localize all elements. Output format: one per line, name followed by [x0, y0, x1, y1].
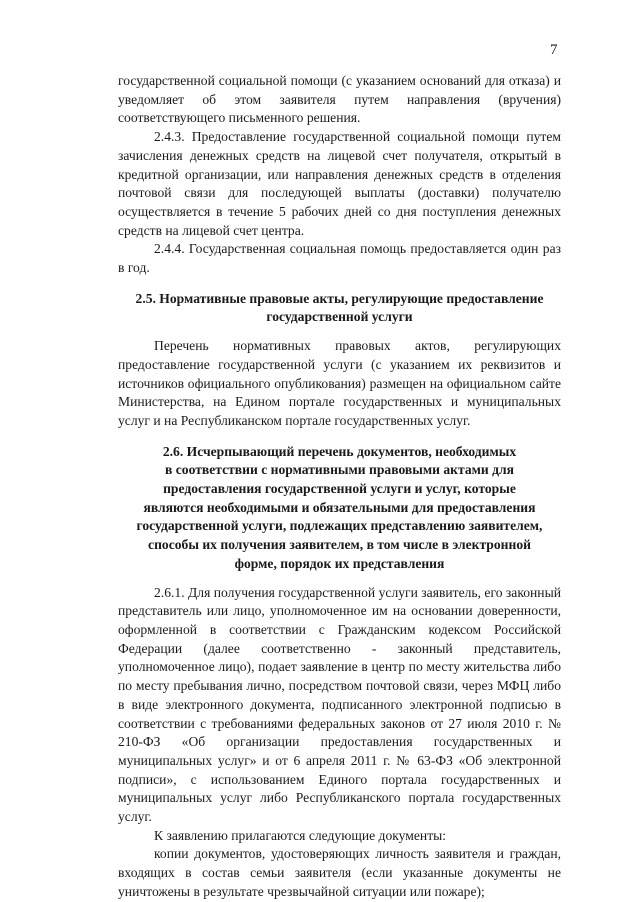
heading-2-5-line: 2.5. Нормативные правовые акты, регулирующие предоставление: [135, 290, 544, 306]
paragraph-identity-copies: копии документов, удостоверяющих личность заявителя и граждан, входящих в состав семьи заявителя (если указанные документы не уничтожены в результате чрезвычайной ситуации или пожаре);: [118, 846, 561, 899]
heading-2-5-line: государственной услуги: [266, 309, 413, 325]
heading-2-6-line: способы их получения заявителем, в том числе в электронной: [148, 537, 531, 553]
heading-2-6: [118, 443, 561, 574]
heading-2-6-line: государственной услуги, подлежащих представлению заявителем,: [136, 518, 543, 534]
paragraph-2-4-4: 2.4.4. Государственная социальная помощь предоставляется один раз в год.: [118, 241, 561, 276]
paragraph-2-4-3: 2.4.3. Предоставление государственной социальной помощи путем зачисления денежных средств на лицевой счет получателя, открытый в кредитной организации, или направления денежных средств в отделения почтовой связи для последующей выплаты (доставки) получателю осуществляется в течение 5 рабочих дней со дня поступления денежных средств на лицевой счет центра.: [118, 129, 561, 238]
heading-2-6-line: форме, порядок их представления: [234, 555, 445, 571]
document-body: [118, 72, 561, 902]
heading-2-6-line: предоставления государственной услуги и услуг, которые: [163, 481, 516, 497]
heading-2-6-line: 2.6. Исчерпывающий перечень документов, необходимых: [162, 443, 517, 459]
page-number: 7: [550, 42, 558, 58]
heading-2-6-line: в соответствии с нормативными правовыми актами для: [165, 462, 514, 478]
heading-2-6-line: являются необходимыми и обязательными для предоставления: [143, 499, 536, 515]
heading-2-5: [118, 290, 561, 327]
paragraph-refusal-notice: государственной социальной помощи (с указанием оснований для отказа) и уведомляет об этом заявителя путем направления (вручения) соответствующего письменного решения.: [118, 73, 561, 126]
paragraph-legal-acts: Перечень нормативных правовых актов, регулирующих предоставление государственной услуги (с указанием их реквизитов и источников официального опубликования) размещен на официальном сайте Министерства, на Едином портале государственных и муниципальных услуг и на Республиканском портале государственных услуг.: [118, 338, 561, 428]
paragraph-attached-docs: К заявлению прилагаются следующие документы:: [154, 827, 447, 843]
paragraph-2-6-1: 2.6.1. Для получения государственной услуги заявитель, его законный представитель или лицо, уполномоченное им на основании доверенности, оформленной в соответствии с Гражданским кодексом Российской Федерации (далее соответственно - законный представитель, уполномоченное лицо), подает заявление в центр по месту жительства либо по месту пребывания лично, посредством почтовой связи, через МФЦ либо в виде электронного документа, подписанного электронной подписью в соответствии с требованиями федеральных законов от 27 июля 2010 г. № 210-ФЗ «Об организации предоставления государственных и муниципальных услуг» и от 6 апреля 2011 г. № 63-ФЗ «Об электронной подписи», с использованием Единого портала государственных и муниципальных услуг либо Республиканского портала государственных услуг.: [118, 584, 561, 825]
